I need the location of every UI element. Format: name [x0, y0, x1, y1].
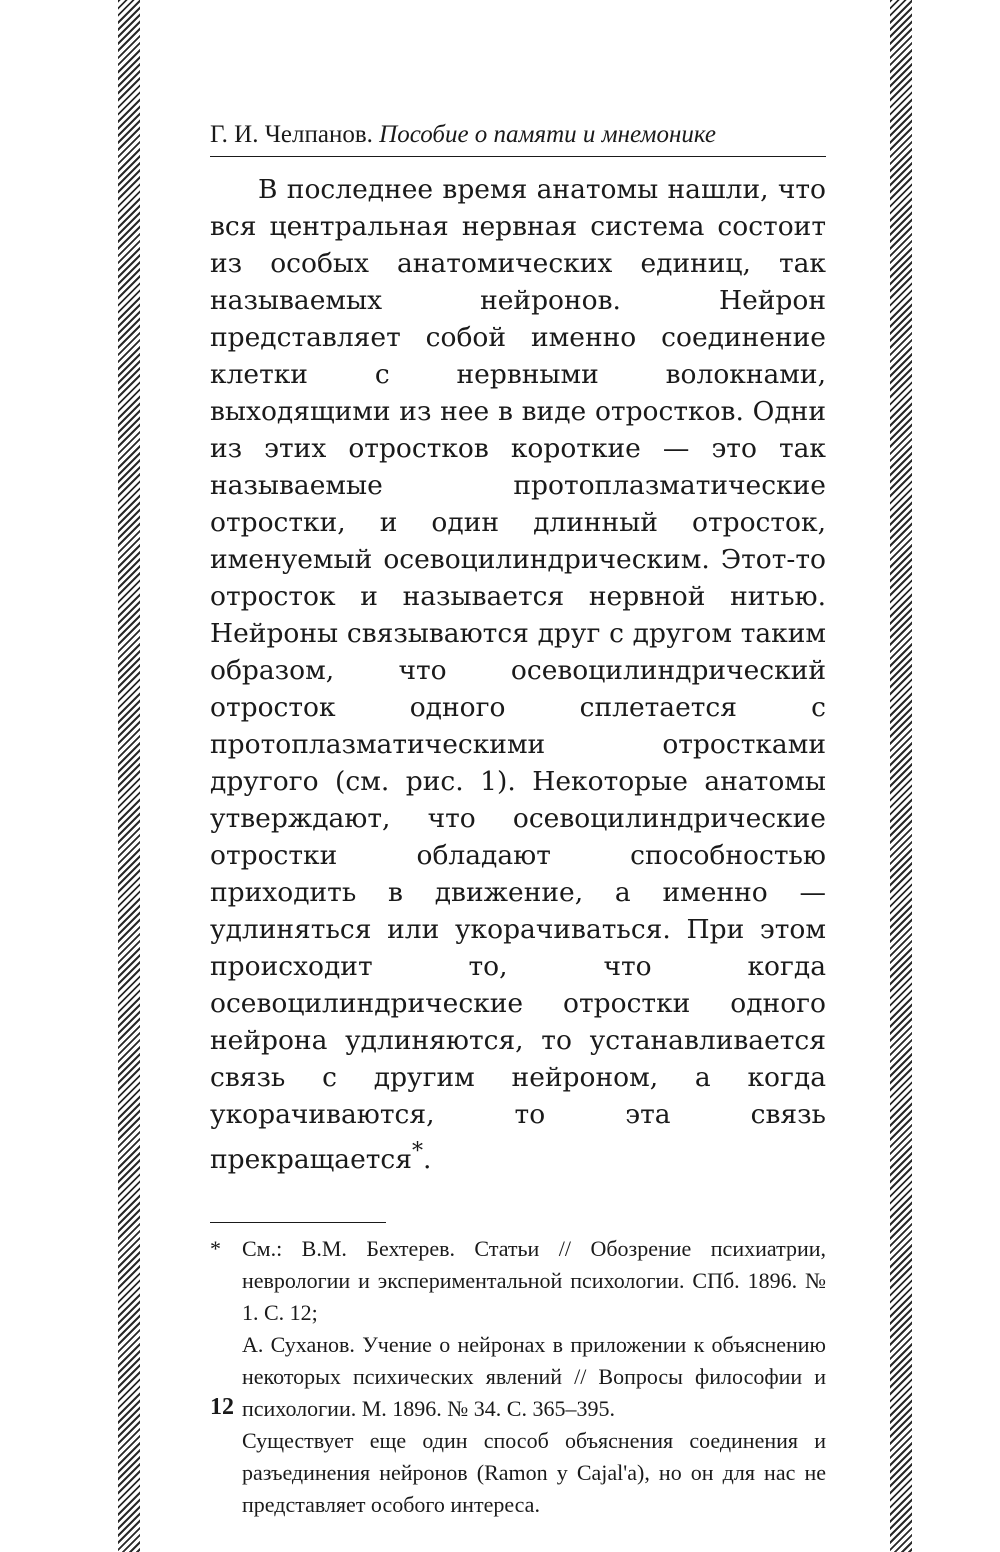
- footnote: [210, 1233, 826, 1521]
- body-paragraph-end: .: [423, 1143, 432, 1175]
- footnote-divider: [210, 1222, 386, 1223]
- body-paragraph: [210, 171, 826, 1178]
- running-head: [210, 118, 826, 157]
- page-number: 12: [210, 1394, 234, 1420]
- running-head-title: Пособие о памяти и мнемонике: [379, 121, 717, 148]
- footnote-reference: *: [411, 1139, 424, 1164]
- footnote-marker: *: [210, 1235, 221, 1261]
- decorative-border-right: [890, 0, 912, 1552]
- decorative-border-left: [118, 0, 140, 1552]
- footnote-paragraph-2: А. Суханов. Учение о нейронах в приложении к объяснению некоторых психических явлений // Вопросы философии и психологии. М. 1896. № 34. С. 365–395.: [242, 1331, 826, 1421]
- footnote-paragraph-3: Существует еще один способ объяснения соединения и разъединения нейронов (Ramon y Cajal'a), но он для нас не представляет особого интереса.: [242, 1427, 826, 1517]
- footnote-paragraph-1: См.: В.М. Бехтерев. Статьи // Обозрение психиатрии, неврологии и экспериментальной психологии. СПб. 1896. № 1. С. 12;: [242, 1235, 826, 1325]
- body-paragraph-text: В последнее время анатомы нашли, что вся центральная нервная система состоит из особых анатомических единиц, так называемых нейронов. Нейрон представляет собой именно соединение клетки с нервными волокнами, выходящими из нее в виде отростков. Одни из этих отростков короткие — это так называемые протоплазматические отростки, и один длинный отросток, именуемый осевоцилиндрическим. Этот-то отросток и называется нервной нитью. Нейроны связываются друг с другом таким образом, что осевоцилиндрический отросток одного сплетается с протоплазматическими отростками другого (см. рис. 1). Некоторые анатомы утверждают, что осевоцилиндрические отростки обладают способностью приходить в движение, а именно — удлиняться или укорачиваться. При этом происходит то, что когда осевоцилиндрические отростки одного нейрона удлиняются, то устанавливается связь с другим нейроном, а когда укорачиваются, то эта связь прекращается: [210, 174, 826, 1175]
- running-head-author: Г. И. Челпанов.: [210, 121, 373, 148]
- book-page: [210, 118, 826, 1521]
